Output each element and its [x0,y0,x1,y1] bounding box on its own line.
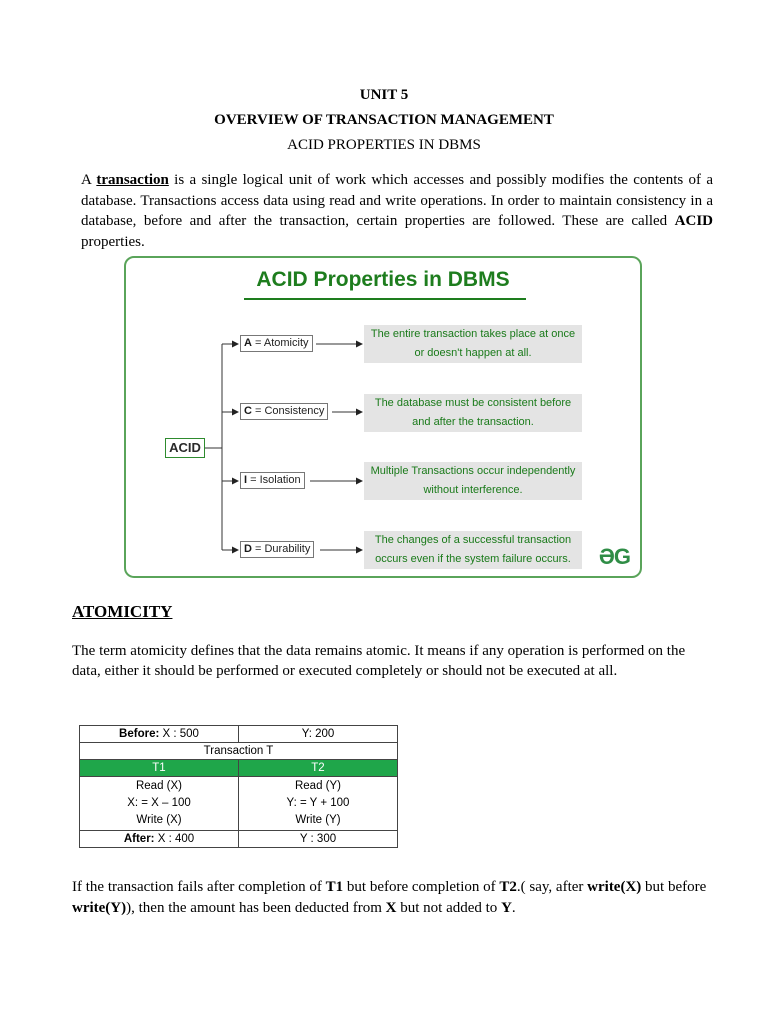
before-x-cell [80,726,239,743]
t1-ops-cell [80,777,239,831]
property-letter: A [244,337,252,349]
chapter-title: OVERVIEW OF TRANSACTION MANAGEMENT [214,112,554,128]
t1-op: X: = X – 100 [127,797,191,809]
diagram-title-text: ACID Properties in DBMS [256,268,510,291]
acid-diagram [124,256,642,578]
final-text: but before completion of [343,879,500,895]
final-x: X [385,900,397,916]
atomicity-heading: ATOMICITY [72,602,173,621]
after-label: After: [123,833,155,845]
final-y: Y [501,900,512,916]
desc-line2: occurs even if the system failure occurs. [375,553,571,565]
property-letter: I [244,474,248,486]
property-name: = Durability [251,543,311,555]
transaction-term: transaction [96,172,169,188]
desc-line1: Multiple Transactions occur independently [370,465,576,477]
intro-a: A [81,172,92,188]
after-x-cell [80,831,239,848]
before-label: Before: [119,728,160,740]
section-subtitle: ACID PROPERTIES IN DBMS [287,137,481,153]
t1-op: Read (X) [135,780,183,792]
final-text: .( say, after [516,879,588,895]
final-write-y: write(Y) [72,900,127,916]
property-consistency [240,403,328,420]
t1-header: T1 [80,760,239,777]
intro-text1: is a single logical unit of work which accesses and possibly modifies the contents of a database. Transactions access data using read and write operations. In order to maintain consistency in a database, before and after the transaction, certain properties are followed. These are called [81,172,713,229]
table-row [80,777,398,831]
table-header-row [80,760,398,777]
property-durability [240,541,314,558]
atomicity-paragraph: The term atomicity defines that the data remains atomic. It means if any operation is performed on the data, either it should be performed or executed completely or should not be executed at all. [72,643,686,679]
transaction-cell: Transaction T [80,743,398,760]
t2-op: Read (Y) [294,780,342,792]
final-t2: T2 [499,879,517,895]
acid-term: ACID [674,213,713,229]
before-x: X : 500 [159,728,199,740]
gfg-logo-icon: ƏG [598,544,630,569]
unit-heading: UNIT 5 [359,87,409,103]
after-x: X : 400 [154,833,195,845]
t2-op: Y: = Y + 100 [286,797,350,809]
desc-line1: The entire transaction takes place at once [370,328,576,340]
final-text: but before [641,879,707,895]
property-name: = Isolation [247,474,301,486]
before-y-cell: Y: 200 [239,726,398,743]
intro-text2: properties. [81,233,145,250]
table-row [80,831,398,848]
final-write-x: write(X) [587,879,642,895]
final-text: but not added to [396,900,502,916]
desc-line1: The database must be consistent before [374,397,572,409]
t1-op: Write (X) [136,814,182,826]
t2-header: T2 [239,760,398,777]
t2-ops-cell [239,777,398,831]
table-row [80,726,398,743]
acid-root-node: ACID [165,438,205,458]
final-t1: T1 [325,879,344,895]
property-name: = Atomicity [251,337,309,349]
desc-line1: The changes of a successful transaction [374,534,572,546]
property-letter: D [244,543,252,555]
property-name: = Consistency [251,405,325,417]
atomicity-table [79,725,398,848]
desc-atomicity [364,325,582,363]
intro-paragraph [81,170,713,252]
table-row [80,743,398,760]
t2-op: Write (Y) [295,814,341,826]
final-text: . [511,900,516,916]
final-text: If the transaction fails after completion of [72,879,326,895]
desc-line2: and after the transaction. [412,416,534,428]
property-isolation [240,472,305,489]
final-text: ), then the amount has been deducted from [126,900,386,916]
desc-isolation [364,462,582,500]
property-atomicity [240,335,313,352]
failure-paragraph [72,877,722,919]
desc-line2: or doesn't happen at all. [414,347,532,359]
property-letter: C [244,405,252,417]
desc-line2: without interference. [423,484,523,496]
desc-consistency [364,394,582,432]
desc-durability [364,531,582,569]
after-y-cell: Y : 300 [239,831,398,848]
